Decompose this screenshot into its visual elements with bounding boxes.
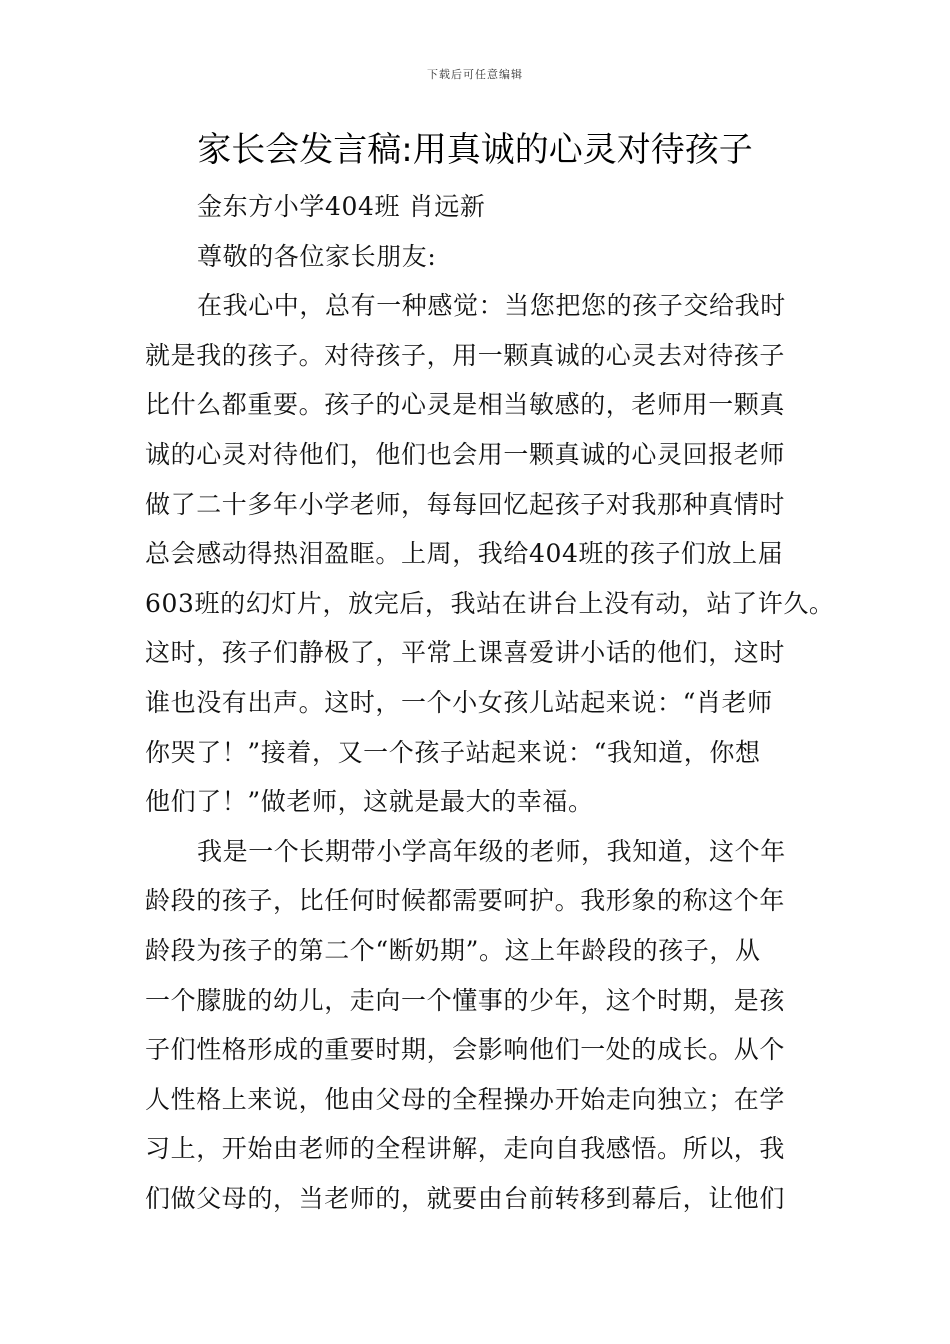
paragraph-line: 谁也没有出声。这时，一个小女孩儿站起来说：“肖老师 <box>145 687 773 717</box>
header-note: 下载后可任意编辑 <box>427 68 523 81</box>
paragraph-line: 人性格上来说，他由父母的全程操办开始走向独立；在学 <box>145 1084 786 1114</box>
greeting: 尊敬的各位家长朋友: <box>197 241 437 271</box>
paragraph-line: 比什么都重要。孩子的心灵是相当敏感的，老师用一颗真 <box>145 390 786 420</box>
paragraph-line: 这时，孩子们静极了，平常上课喜爱讲小话的他们，这时 <box>145 638 786 668</box>
paragraph-line: 你哭了！”接着，又一个孩子站起来说：“我知道，你想 <box>145 737 761 767</box>
document-title: 家长会发言稿:用真诚的心灵对待孩子 <box>197 130 753 170</box>
paragraph-line: 习上，开始由老师的全程讲解，走向自我感悟。所以，我 <box>145 1134 786 1164</box>
paragraph-2 <box>145 827 815 1224</box>
author-line: 金东方小学404班 肖远新 <box>197 192 486 221</box>
paragraph-line: 我是一个长期带小学高年级的老师，我知道，这个年 <box>197 836 786 866</box>
paragraph-line: 603班的幻灯片，放完后，我站在讲台上没有动，站了许久。 <box>145 588 835 618</box>
paragraph-line: 做了二十多年小学老师，每每回忆起孩子对我那种真情时 <box>145 489 786 519</box>
paragraph-line: 他们了！”做老师，这就是最大的幸福。 <box>145 787 594 817</box>
paragraph-line: 龄段为孩子的第二个“断奶期”。这上年龄段的孩子，从 <box>145 935 761 965</box>
paragraph-1 <box>145 281 835 827</box>
paragraph-line: 总会感动得热泪盈眶。上周，我给404班的孩子们放上届 <box>145 539 784 569</box>
paragraph-line: 在我心中，总有一种感觉：当您把您的孩子交给我时 <box>197 291 786 321</box>
paragraph-line: 诚的心灵对待他们，他们也会用一颗真诚的心灵回报老师 <box>145 439 786 469</box>
document-body <box>145 182 835 1223</box>
paragraph-line: 就是我的孩子。对待孩子，用一颗真诚的心灵去对待孩子 <box>145 340 786 370</box>
paragraph-line: 龄段的孩子，比任何时候都需要呵护。我形象的称这个年 <box>145 886 786 916</box>
paragraph-line: 子们性格形成的重要时期，会影响他们一处的成长。从个 <box>145 1035 786 1065</box>
paragraph-line: 们做父母的，当老师的，就要由台前转移到幕后，让他们 <box>145 1183 786 1213</box>
paragraph-line: 一个朦胧的幼儿，走向一个懂事的少年，这个时期，是孩 <box>145 985 786 1015</box>
